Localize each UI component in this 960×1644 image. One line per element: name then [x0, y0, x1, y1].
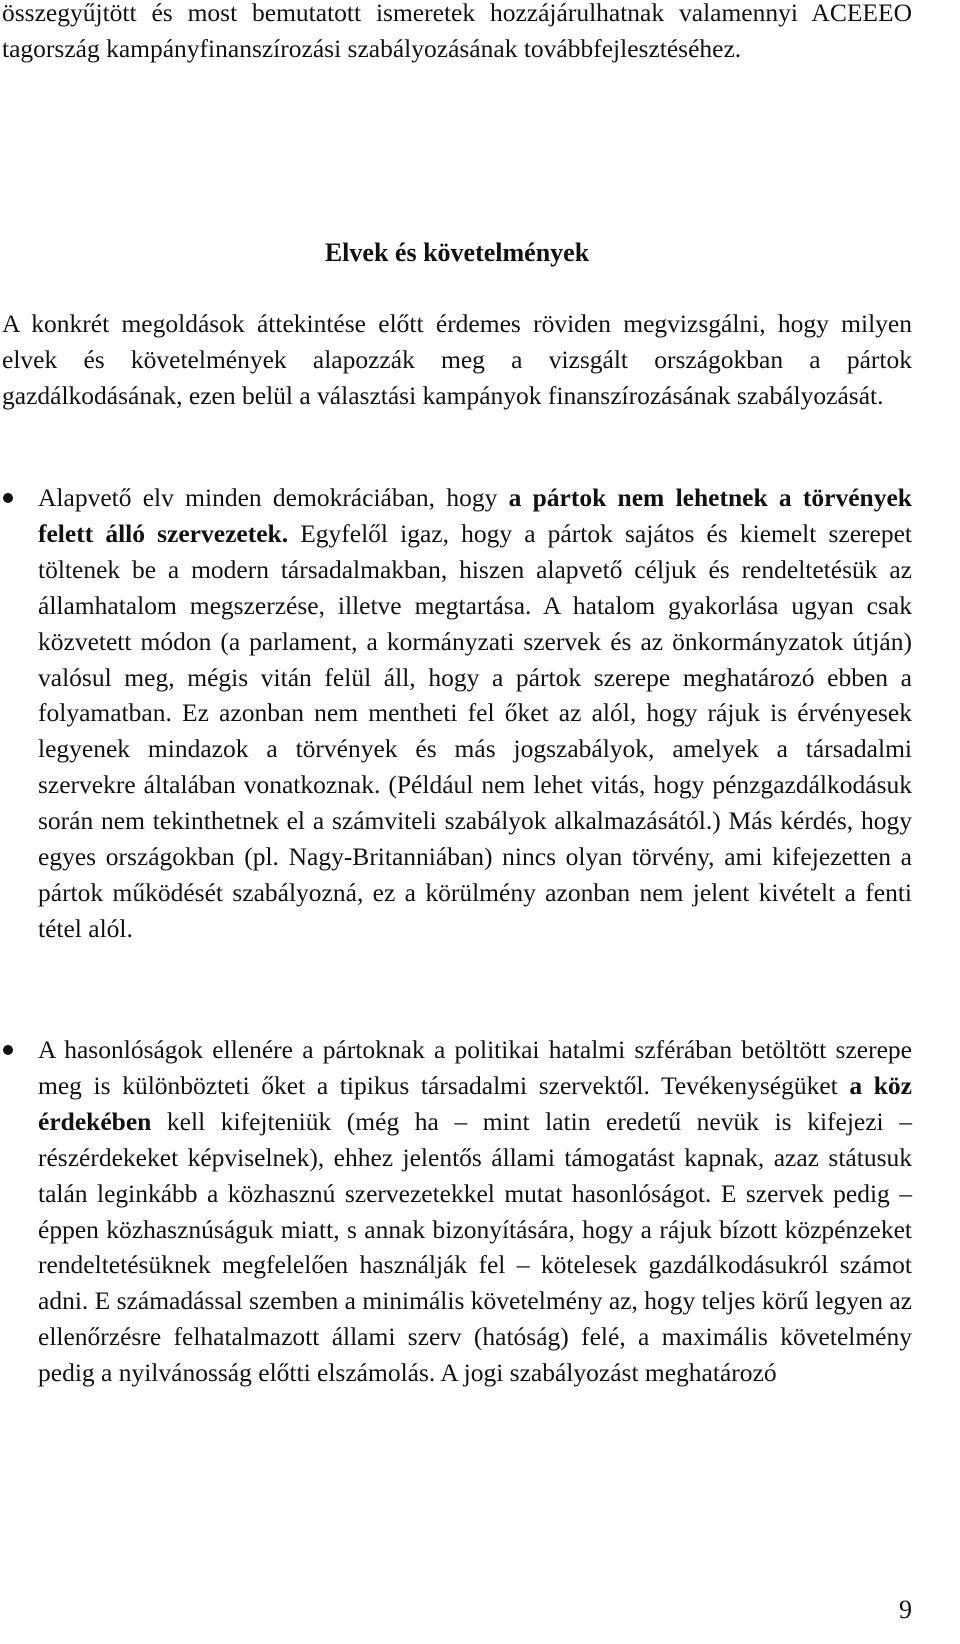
bullet-item-2 [38, 1032, 912, 1391]
bullet-item-1 [38, 480, 912, 947]
bullet-icon [3, 493, 13, 503]
section-intro-paragraph: A konkrét megoldások áttekintése előtt érdemes röviden megvizsgálni, hogy milyen elvek és követelmények alapozzák meg a vizsgált országokban a pártok gazdálkodásának, ezen belül a választási kampányok finanszírozásának szabályozását. [2, 309, 912, 411]
bullet-2-emphasis: a köz érdekében [38, 1070, 912, 1136]
bullet-1-text-part2: Egyfelől igaz, hogy a pártok sajátos és kiemelt szerepet töltenek be a modern társadalmakban, hiszen alapvető céljuk és rendeltetésük az államhatalom megszerzése, illetve megtartása. A hatalom gyakorlása ugyan csak közvetett módon (a parlament, a kormányzati szervek és az önkormányzatok útján) valósul meg, mégis vitán felül áll, hogy a pártok szerepe meghatározó ebben a folyamatban. Ez azonban nem mentheti fel őket az alól, hogy rájuk is érvényesek legyenek mindazok a törvények és más jogszabályok, amelyek a társadalmi szervekre általában vonatkoznak. (Például nem lehet vitás, hogy pénzgazdálkodásuk során nem tekinthetnek el a számviteli szabályok alkalmazásától.) Más kérdés, hogy egyes országokban (pl. Nagy-Britanniában) nincs olyan törvény, ami kifejezetten a pártok működését szabályozná, ez a körülmény azonban nem jelent kivételt a fenti tétel alól. [38, 518, 912, 943]
bullet-1-text-part1: Alapvető elv minden demokráciában, hogy [38, 483, 509, 512]
bullet-icon [3, 1045, 13, 1055]
intro-paragraph: összegyűjtött és most bemutatott ismeretek hozzájárulhatnak valamennyi ACEEEO tagország kampányfinanszírozási szabályozásának továbbfejlesztéséhez. [2, 0, 912, 64]
bullet-2-text-part1: A hasonlóságok ellenére a pártoknak a politikai hatalmi szférában betöltött szerepe meg is különbözteti őket a tipikus társadalmi szervektől. Tevékenységüket [38, 1035, 912, 1100]
section-heading: Elvek és követelmények [324, 238, 590, 267]
page-number: 9 [899, 1595, 912, 1624]
bullet-1-emphasis: a pártok nem lehetnek a törvények felett álló szervezetek. [38, 483, 912, 548]
bullet-2-text-part2: kell kifejteniük (még ha – mint latin eredetű nevük is kifejezi – részérdekeket képviselnek), ehhez jelentős állami támogatást kapnak, azaz státusuk talán leginkább a közhasznú szervezetekkel mutat hasonlóságot. E szervek pedig – éppen közhasznúságuk miatt, s annak bizonyítására, hogy a rájuk bízott közpénzeket rendeltetésüknek megfelelően használják fel – kötelesek gazdálkodásukról számot adni. E számadással szemben a minimális követelmény az, hogy teljes körű legyen az ellenőrzésre felhatalmazott állami szerv (hatóság) felé, a maximális követelmény pedig a nyilvánosság előtti elszámolás. A jogi szabályozást meghatározó [38, 1106, 912, 1388]
